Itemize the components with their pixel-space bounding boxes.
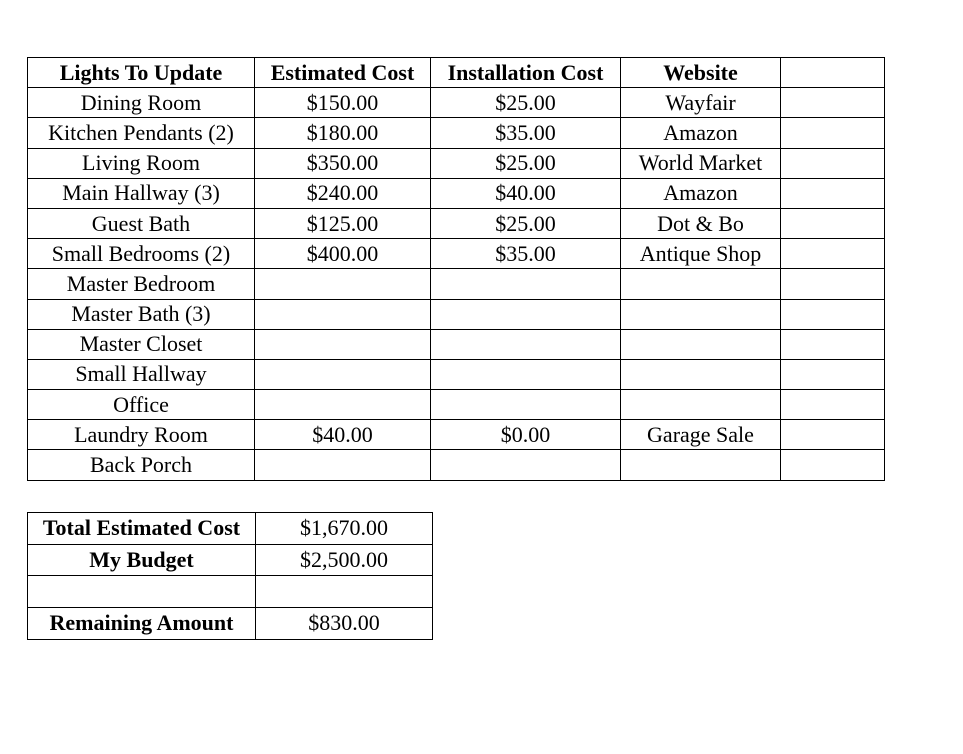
website-cell[interactable] [621,329,781,359]
table-row [28,329,885,359]
room-cell[interactable]: Master Bath (3) [28,299,255,329]
installation-cost-cell[interactable]: $25.00 [431,208,621,238]
estimated-cost-cell[interactable]: $40.00 [255,420,431,450]
installation-cost-cell[interactable]: $35.00 [431,239,621,269]
estimated-cost-cell[interactable]: $350.00 [255,148,431,178]
header-empty[interactable] [781,58,885,88]
lights-table [27,57,885,481]
website-cell[interactable]: Wayfair [621,88,781,118]
room-cell[interactable]: Small Hallway [28,359,255,389]
estimated-cost-cell[interactable] [255,450,431,480]
header-row [28,58,885,88]
installation-cost-cell[interactable] [431,390,621,420]
extra-cell[interactable] [781,178,885,208]
room-cell[interactable]: Kitchen Pendants (2) [28,118,255,148]
website-cell[interactable]: Amazon [621,118,781,148]
room-cell[interactable]: Living Room [28,148,255,178]
extra-cell[interactable] [781,88,885,118]
estimated-cost-cell[interactable] [255,329,431,359]
installation-cost-cell[interactable] [431,450,621,480]
total-estimated-label[interactable]: Total Estimated Cost [28,513,256,545]
website-cell[interactable] [621,390,781,420]
website-cell[interactable]: Antique Shop [621,239,781,269]
extra-cell[interactable] [781,420,885,450]
extra-cell[interactable] [781,359,885,389]
remaining-label[interactable]: Remaining Amount [28,608,256,640]
extra-cell[interactable] [781,390,885,420]
header-estimated-cost[interactable]: Estimated Cost [255,58,431,88]
table-row [28,299,885,329]
website-cell[interactable]: World Market [621,148,781,178]
room-cell[interactable]: Main Hallway (3) [28,178,255,208]
extra-cell[interactable] [781,148,885,178]
budget-value[interactable]: $2,500.00 [256,544,433,576]
header-website[interactable]: Website [621,58,781,88]
blank-row [28,576,433,608]
blank-label-cell[interactable] [28,576,256,608]
header-installation-cost[interactable]: Installation Cost [431,58,621,88]
table-row [28,390,885,420]
budget-label[interactable]: My Budget [28,544,256,576]
installation-cost-cell[interactable] [431,299,621,329]
website-cell[interactable]: Amazon [621,178,781,208]
table-row [28,118,885,148]
table-row [28,359,885,389]
estimated-cost-cell[interactable] [255,299,431,329]
installation-cost-cell[interactable]: $25.00 [431,88,621,118]
room-cell[interactable]: Small Bedrooms (2) [28,239,255,269]
website-cell[interactable] [621,450,781,480]
extra-cell[interactable] [781,329,885,359]
table-row [28,148,885,178]
blank-value-cell[interactable] [256,576,433,608]
estimated-cost-cell[interactable]: $240.00 [255,178,431,208]
total-estimated-value[interactable]: $1,670.00 [256,513,433,545]
installation-cost-cell[interactable] [431,269,621,299]
website-cell[interactable] [621,269,781,299]
extra-cell[interactable] [781,450,885,480]
estimated-cost-cell[interactable]: $400.00 [255,239,431,269]
budget-summary-table [27,512,433,640]
estimated-cost-cell[interactable] [255,269,431,299]
total-estimated-row [28,513,433,545]
extra-cell[interactable] [781,299,885,329]
table-row [28,88,885,118]
room-cell[interactable]: Laundry Room [28,420,255,450]
room-cell[interactable]: Back Porch [28,450,255,480]
table-row [28,178,885,208]
table-row [28,208,885,238]
extra-cell[interactable] [781,208,885,238]
installation-cost-cell[interactable] [431,329,621,359]
room-cell[interactable]: Guest Bath [28,208,255,238]
installation-cost-cell[interactable]: $25.00 [431,148,621,178]
extra-cell[interactable] [781,269,885,299]
estimated-cost-cell[interactable]: $125.00 [255,208,431,238]
website-cell[interactable]: Garage Sale [621,420,781,450]
extra-cell[interactable] [781,118,885,148]
installation-cost-cell[interactable]: $40.00 [431,178,621,208]
room-cell[interactable]: Master Bedroom [28,269,255,299]
table-row [28,239,885,269]
estimated-cost-cell[interactable] [255,390,431,420]
table-row [28,269,885,299]
table-body [28,88,885,480]
table-row [28,420,885,450]
website-cell[interactable] [621,299,781,329]
room-cell[interactable]: Office [28,390,255,420]
header-lights-to-update[interactable]: Lights To Update [28,58,255,88]
estimated-cost-cell[interactable] [255,359,431,389]
estimated-cost-cell[interactable]: $150.00 [255,88,431,118]
installation-cost-cell[interactable] [431,359,621,389]
website-cell[interactable] [621,359,781,389]
installation-cost-cell[interactable]: $0.00 [431,420,621,450]
room-cell[interactable]: Master Closet [28,329,255,359]
budget-row [28,544,433,576]
installation-cost-cell[interactable]: $35.00 [431,118,621,148]
extra-cell[interactable] [781,239,885,269]
remaining-row [28,608,433,640]
website-cell[interactable]: Dot & Bo [621,208,781,238]
table-row [28,450,885,480]
remaining-value[interactable]: $830.00 [256,608,433,640]
room-cell[interactable]: Dining Room [28,88,255,118]
estimated-cost-cell[interactable]: $180.00 [255,118,431,148]
